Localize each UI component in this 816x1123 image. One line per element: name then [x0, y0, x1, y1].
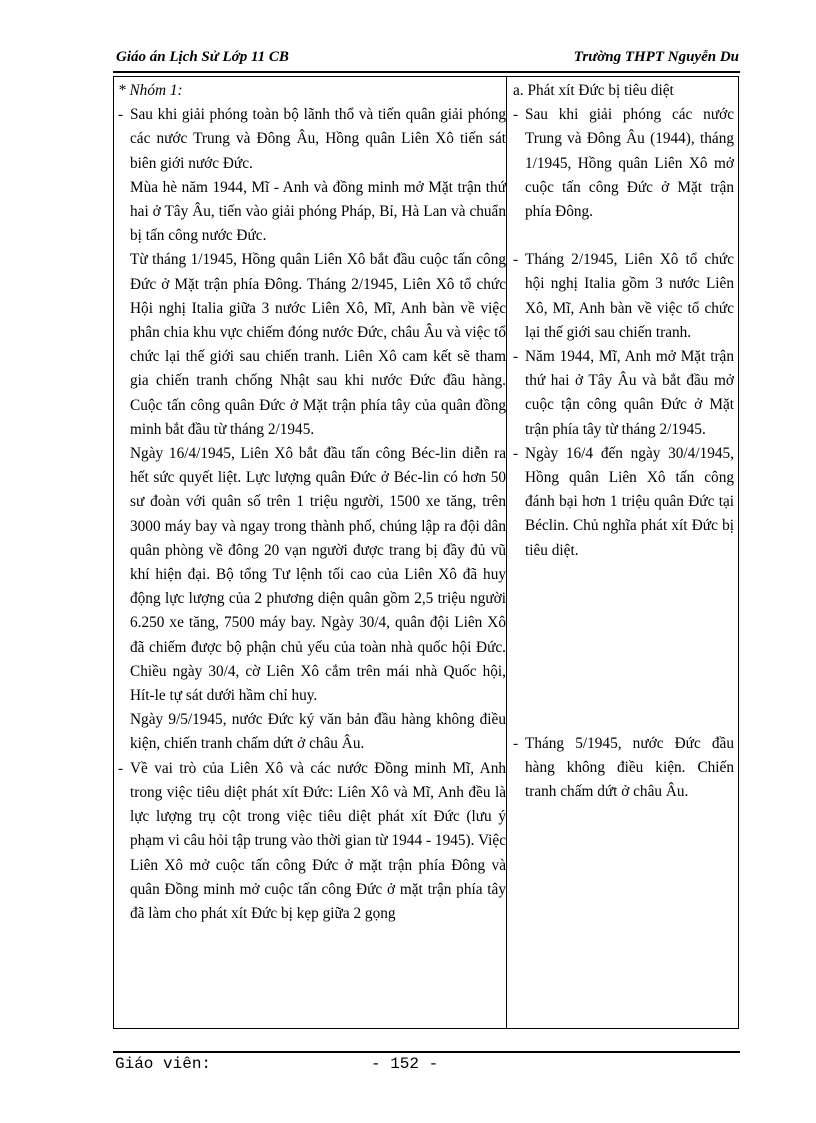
- content-table: [113, 76, 739, 1029]
- teacher-label: Giáo viên:: [115, 1055, 212, 1073]
- header-rule: [113, 71, 740, 73]
- activity-column: [116, 79, 506, 926]
- section-heading: a. Phát xít Đức bị tiêu diệt: [513, 82, 674, 99]
- activity-paragraph: Ngày 16/4/1945, Liên Xô bắt đầu tấn công Béc-lin diễn ra hết sức quyết liệt. Lực lượng quân Đức ở Béc-lin có hơn 50 sư đoàn với quân số trên 1 triệu người, 1500 xe tăng, trên 3000 máy bay và ngay trong thành phố, chúng lập ra đội dân quân phòng về đông 20 vạn người được trang bị đầy đủ vũ khí hiện đại. Bộ tổng Tư lệnh tối cao của Liên Xô đã huy động lực lượng của 2 phương diện quân gồm 2,5 triệu người 6.250 xe tăng, 7500 máy bay. Ngày 30/4, quân đội Liên Xô đã chiếm được bộ phận chủ yếu của toàn nhà quốc hội Đức. Chiều ngày 30/4, cờ Liên Xô cắm trên mái nhà Quốc hội, Hít-le tự sát dưới hầm chỉ huy.: [130, 445, 506, 705]
- header-course-title: Giáo án Lịch Sử Lớp 11 CB: [116, 49, 289, 65]
- page-footer: [113, 1055, 740, 1077]
- knowledge-column: [512, 79, 734, 804]
- activity-paragraph: Từ tháng 1/1945, Hồng quân Liên Xô bắt đầu cuộc tấn công Đức ở Mặt trận phía Đông. Tháng 2/1945, Liên Xô tổ chức Hội nghị Italia giữa 3 nước Liên Xô, Mĩ, Anh bàn về việc phân chia khu vực chiếm đóng nước Đức, châu Âu và việc tổ chức lại thế giới sau chiến tranh. Liên Xô cam kết sẽ tham gia chiến tranh chống Nhật sau khi nước Đức đầu hàng. Cuộc tấn công quân Đức ở Mặt trận phía tây của quân đồng minh bắt đầu từ tháng 2/1945.: [130, 251, 506, 438]
- knowledge-point: - Sau khi giải phóng các nước Trung và Đông Âu (1944), tháng 1/1945, Hồng quân Liên Xô mở cuộc tấn công Đức ở Mặt trận phía Đông.: [512, 103, 734, 224]
- knowledge-point: - Năm 1944, Mĩ, Anh mở Mặt trận thứ hai ở Tây Âu và bắt đầu mở cuộc tận công quân Đức ở Mặt trận phía tây từ tháng 2/1945.: [512, 345, 734, 442]
- group-heading: * Nhóm 1:: [118, 82, 183, 99]
- column-divider: [506, 77, 507, 1028]
- activity-paragraph: Mùa hè năm 1944, Mĩ - Anh và đồng minh mở Mặt trận thứ hai ở Tây Âu, tiến vào giải phóng Pháp, Bỉ, Hà Lan và chuẩn bị tấn công nước Đức.: [130, 178, 506, 245]
- knowledge-point: - Tháng 5/1945, nước Đức đầu hàng không điều kiện. Chiến tranh chấm dứt ở châu Âu.: [512, 732, 734, 805]
- knowledge-point: - Ngày 16/4 đến ngày 30/4/1945, Hồng quân Liên Xô tấn công đánh bại hơn 1 triệu quân Đức tại Béclin. Chủ nghĩa phát xít Đức bị tiêu diệt.: [512, 442, 734, 563]
- activity-paragraph: Ngày 9/5/1945, nước Đức ký văn bản đầu hàng không điều kiện, chiến tranh chấm dứt ở châu Âu.: [130, 711, 506, 753]
- header-school-name: Trường THPT Nguyễn Du: [573, 49, 739, 65]
- footer-rule: [113, 1051, 740, 1053]
- page-number: - 152 -: [371, 1055, 439, 1073]
- activity-paragraph: - Sau khi giải phóng toàn bộ lãnh thổ và tiến quân giải phóng các nước Trung và Đông Âu, Hồng quân Liên Xô tiến sát biên giới nước Đức.: [116, 103, 506, 176]
- activity-paragraph: - Về vai trò của Liên Xô và các nước Đồng minh Mĩ, Anh trong việc tiêu diệt phát xít Đức: Liên Xô và Mĩ, Anh đều là lực lượng trụ cột trong việc tiêu diệt phát xít Đức (lưu ý phạm vi câu hỏi tập trung vào thời gian từ 1944 - 1945). Việc Liên Xô mở cuộc tấn công Đức ở mặt trận phía Đông và quân Đồng minh mở cuộc tấn công Đức ở mặt trận phía tây đã làm cho phát xít Đức bị kẹp giữa 2 gọng: [116, 757, 506, 926]
- knowledge-point: - Tháng 2/1945, Liên Xô tổ chức hội nghị Italia gồm 3 nước Liên Xô, Mĩ, Anh bàn về việc tổ chức lại thế giới sau chiến tranh.: [512, 248, 734, 345]
- page-header: [113, 47, 739, 71]
